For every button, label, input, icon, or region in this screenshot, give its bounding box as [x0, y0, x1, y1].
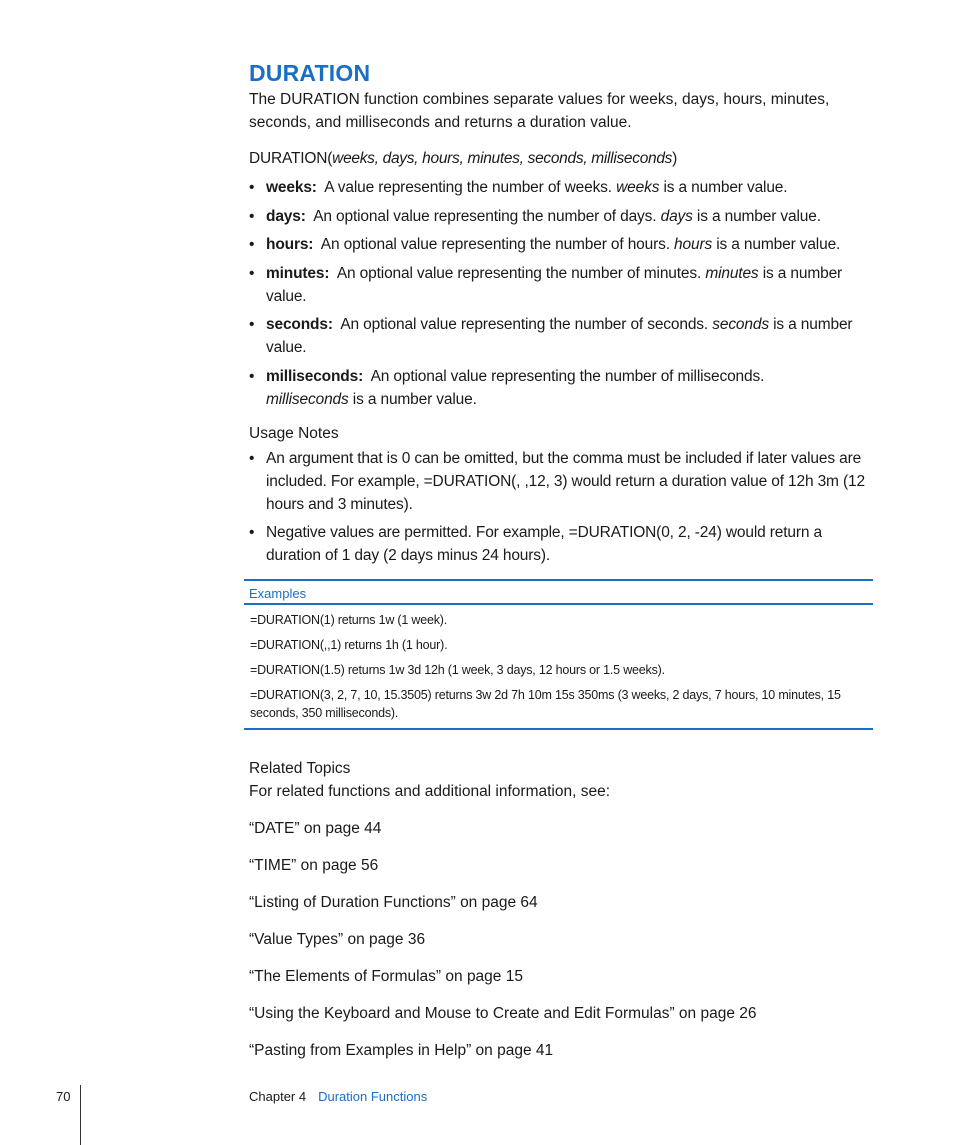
- argument-italic: weeks: [616, 179, 660, 196]
- argument-tail: is a number value.: [352, 390, 477, 408]
- bullet: •: [249, 207, 255, 225]
- argument-item: [249, 233, 873, 256]
- argument-tail: is a number value.: [266, 264, 843, 305]
- syntax-args: weeks, days, hours, minutes, seconds, milliseconds: [332, 150, 673, 167]
- argument-tail: is a number value.: [663, 179, 788, 196]
- syntax-close-paren: ): [672, 150, 678, 167]
- argument-name: seconds:: [266, 316, 333, 333]
- bullet: •: [249, 236, 255, 253]
- bullet: •: [249, 179, 255, 196]
- related-topics: [249, 757, 873, 1062]
- argument-desc: An optional value representing the number of seconds.: [340, 316, 709, 333]
- related-heading: Related Topics: [249, 760, 351, 777]
- argument-item: [249, 205, 873, 228]
- related-link-pasting[interactable]: “Pasting from Examples in Help” on page 41: [249, 1042, 554, 1059]
- syntax-name: DURATION: [249, 150, 328, 167]
- argument-italic: milliseconds: [266, 390, 349, 408]
- argument-desc: An optional value representing the number of days.: [313, 207, 657, 225]
- page-number: 70: [56, 1089, 71, 1104]
- intro-paragraph: The DURATION function combines separate values for weeks, days, hours, minutes, seconds, and milliseconds and returns a duration value.: [249, 91, 830, 131]
- example-line: =DURATION(,,1) returns 1h (1 hour).: [250, 638, 448, 652]
- related-link-elements[interactable]: “The Elements of Formulas” on page 15: [249, 968, 523, 985]
- argument-tail: is a number value.: [696, 207, 821, 225]
- syntax-open-paren: (: [327, 150, 333, 167]
- bullet: •: [249, 449, 255, 467]
- argument-italic: seconds: [712, 316, 769, 333]
- argument-desc: An optional value representing the number of milliseconds.: [370, 367, 765, 385]
- argument-item: [249, 365, 873, 411]
- argument-italic: hours: [674, 236, 713, 253]
- argument-name: days:: [266, 207, 306, 225]
- related-intro: For related functions and additional information, see:: [249, 783, 611, 800]
- example-line: =DURATION(3, 2, 7, 10, 15.3505) returns 3w 2d 7h 10m 15s 350ms (3 weeks, 2 days, 7 hours, 10 minutes, 15 seconds, 350 milliseconds).: [250, 688, 841, 720]
- bullet: •: [249, 367, 255, 385]
- argument-desc: An optional value representing the number of minutes.: [336, 264, 702, 282]
- related-link-keyboard-mouse[interactable]: “Using the Keyboard and Mouse to Create and Edit Formulas” on page 26: [249, 1005, 757, 1022]
- related-link-time[interactable]: “TIME” on page 56: [249, 857, 379, 874]
- argument-desc: A value representing the number of weeks.: [324, 179, 612, 196]
- argument-desc: An optional value representing the number of hours.: [320, 236, 670, 253]
- argument-list: [249, 176, 873, 411]
- argument-item: [249, 313, 873, 359]
- usage-note-text: Negative values are permitted. For example, =DURATION(0, 2, -24) would return a duration of 1 day (2 days minus 24 hours).: [266, 524, 822, 564]
- main-content: [249, 60, 873, 573]
- argument-name: milliseconds:: [266, 367, 364, 385]
- related-link-date[interactable]: “DATE” on page 44: [249, 820, 382, 837]
- example-line: =DURATION(1.5) returns 1w 3d 12h (1 week, 3 days, 12 hours or 1.5 weeks).: [250, 663, 665, 677]
- bullet: •: [249, 524, 255, 541]
- argument-tail: is a number value.: [716, 236, 841, 253]
- related-link-value-types[interactable]: “Value Types” on page 36: [249, 931, 426, 948]
- page-title: DURATION: [249, 60, 371, 86]
- chapter-title: Duration Functions: [318, 1089, 428, 1104]
- chapter-footer: [249, 1089, 427, 1104]
- argument-tail: is a number value.: [266, 316, 853, 356]
- usage-notes-list: [249, 447, 873, 568]
- argument-italic: minutes: [705, 264, 759, 282]
- bullet: •: [249, 316, 255, 333]
- argument-name: weeks:: [266, 179, 317, 196]
- footer-divider: [80, 1085, 81, 1145]
- usage-note-item: [249, 447, 873, 516]
- related-link-listing[interactable]: “Listing of Duration Functions” on page 64: [249, 894, 538, 911]
- examples-block: [244, 579, 873, 730]
- argument-item: [249, 176, 873, 199]
- bullet: •: [249, 264, 255, 282]
- examples-heading: Examples: [244, 581, 873, 605]
- argument-name: minutes:: [266, 264, 330, 282]
- argument-item: [249, 262, 873, 308]
- function-syntax: [249, 147, 873, 170]
- usage-note-item: [249, 521, 873, 567]
- usage-notes-heading: Usage Notes: [249, 424, 339, 442]
- example-line: =DURATION(1) returns 1w (1 week).: [250, 613, 448, 627]
- argument-italic: days: [660, 207, 693, 225]
- usage-note-text: An argument that is 0 can be omitted, but the comma must be included if later values are included. For example, =DURATION(, ,12, 3) would return a duration value of 12h 3m (12 hours and 3 minutes).: [266, 449, 865, 513]
- chapter-label: Chapter 4: [249, 1089, 307, 1104]
- argument-name: hours:: [266, 236, 314, 253]
